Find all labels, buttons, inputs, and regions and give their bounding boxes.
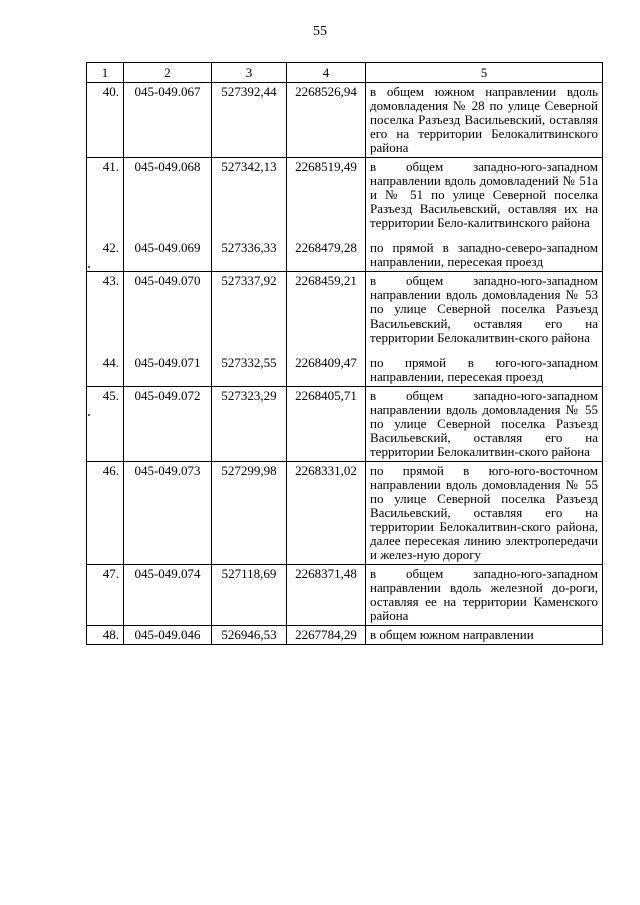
- coordinate-y: 2268479,28: [287, 232, 366, 272]
- boundary-description: в общем западно-юго-западном направлении вдоль железной до-роги, оставляя ее на территории Каменского района: [366, 565, 603, 626]
- boundary-description: в общем западно-юго-западном направлении вдоль домовладений № 51а и № 51 по улице Северной поселка Разъезд Васильевский, оставляя их на территории Бело-калитвинского района: [366, 158, 603, 233]
- point-id: 045-049.069: [124, 232, 212, 272]
- coordinate-x: 527323,29: [212, 386, 287, 461]
- coordinate-x: 527332,55: [212, 347, 287, 387]
- row-number: 42.: [87, 232, 124, 272]
- point-id: 045-049.046: [124, 626, 212, 645]
- point-id: 045-049.073: [124, 461, 212, 564]
- coordinate-y: 2268459,21: [287, 272, 366, 347]
- header-col-2: 2: [124, 63, 212, 83]
- row-number: 45.: [87, 386, 124, 461]
- coordinate-y: 2267784,29: [287, 626, 366, 645]
- point-id: 045-049.067: [124, 83, 212, 158]
- table-row: [87, 461, 603, 564]
- coordinate-x: 527342,13: [212, 158, 287, 233]
- coordinate-y: 2268371,48: [287, 565, 366, 626]
- row-number: 40.: [87, 83, 124, 158]
- row-number: 41.: [87, 158, 124, 233]
- row-number: 47.: [87, 565, 124, 626]
- boundary-description: в общем западно-юго-западном направлении вдоль домовладения № 55 по улице Северной поселка Разъезд Васильевский, оставляя его на территории Белокалитвин-ского района: [366, 386, 603, 461]
- point-id: 045-049.070: [124, 272, 212, 347]
- row-number: 43.: [87, 272, 124, 347]
- coordinate-x: 526946,53: [212, 626, 287, 645]
- coordinate-y: 2268331,02: [287, 461, 366, 564]
- header-col-5: 5: [366, 63, 603, 83]
- row-number: 44.: [87, 347, 124, 387]
- boundary-points-table: [86, 62, 603, 645]
- coordinate-x: 527118,69: [212, 565, 287, 626]
- row-number: 48.: [87, 626, 124, 645]
- coordinate-x: 527392,44: [212, 83, 287, 158]
- table-row: [87, 626, 603, 645]
- coordinate-x: 527336,33: [212, 232, 287, 272]
- page-number: 55: [313, 24, 327, 39]
- table-row: [87, 347, 603, 387]
- boundary-description: в общем южном направлении вдоль домовладения № 28 по улице Северной поселка Разъезд Васильевский, оставляя его на территории Белокалитвинского района: [366, 83, 603, 158]
- boundary-description: в общем южном направлении: [366, 626, 603, 645]
- table-row: [87, 386, 603, 461]
- boundary-description: по прямой в юго-юго-восточном направлении вдоль домовладения № 55 по улице Северной поселка Разъезд Васильевский, оставляя его на территории Белокалитвин-ского района, далее пересекая линию электропередачи и желез-ную дорогу: [366, 461, 603, 564]
- table-header: [87, 63, 603, 83]
- point-id: 045-049.074: [124, 565, 212, 626]
- margin-mark: [88, 266, 90, 268]
- boundary-description: по прямой в западно-северо-западном направлении, пересекая проезд: [366, 232, 603, 272]
- row-number: 46.: [87, 461, 124, 564]
- boundary-description: в общем западно-юго-западном направлении вдоль домовладения № 53 по улице Северной поселка Разъезд Васильевский, оставляя его на территории Белокалитвин-ского района: [366, 272, 603, 347]
- coordinate-x: 527337,92: [212, 272, 287, 347]
- point-id: 045-049.068: [124, 158, 212, 233]
- coordinate-x: 527299,98: [212, 461, 287, 564]
- table-row: [87, 565, 603, 626]
- boundary-description: по прямой в юго-юго-западном направлении, пересекая проезд: [366, 347, 603, 387]
- coordinate-y: 2268409,47: [287, 347, 366, 387]
- header-col-4: 4: [287, 63, 366, 83]
- coordinate-y: 2268526,94: [287, 83, 366, 158]
- header-col-1: 1: [87, 63, 124, 83]
- margin-mark: [88, 414, 90, 416]
- coordinate-y: 2268405,71: [287, 386, 366, 461]
- table-row: [87, 83, 603, 158]
- table-row: [87, 272, 603, 347]
- table-body: [87, 83, 603, 645]
- table-row: [87, 158, 603, 233]
- point-id: 045-049.072: [124, 386, 212, 461]
- point-id: 045-049.071: [124, 347, 212, 387]
- header-col-3: 3: [212, 63, 287, 83]
- header-row: [87, 63, 603, 83]
- coordinate-y: 2268519,49: [287, 158, 366, 233]
- table-row: [87, 232, 603, 272]
